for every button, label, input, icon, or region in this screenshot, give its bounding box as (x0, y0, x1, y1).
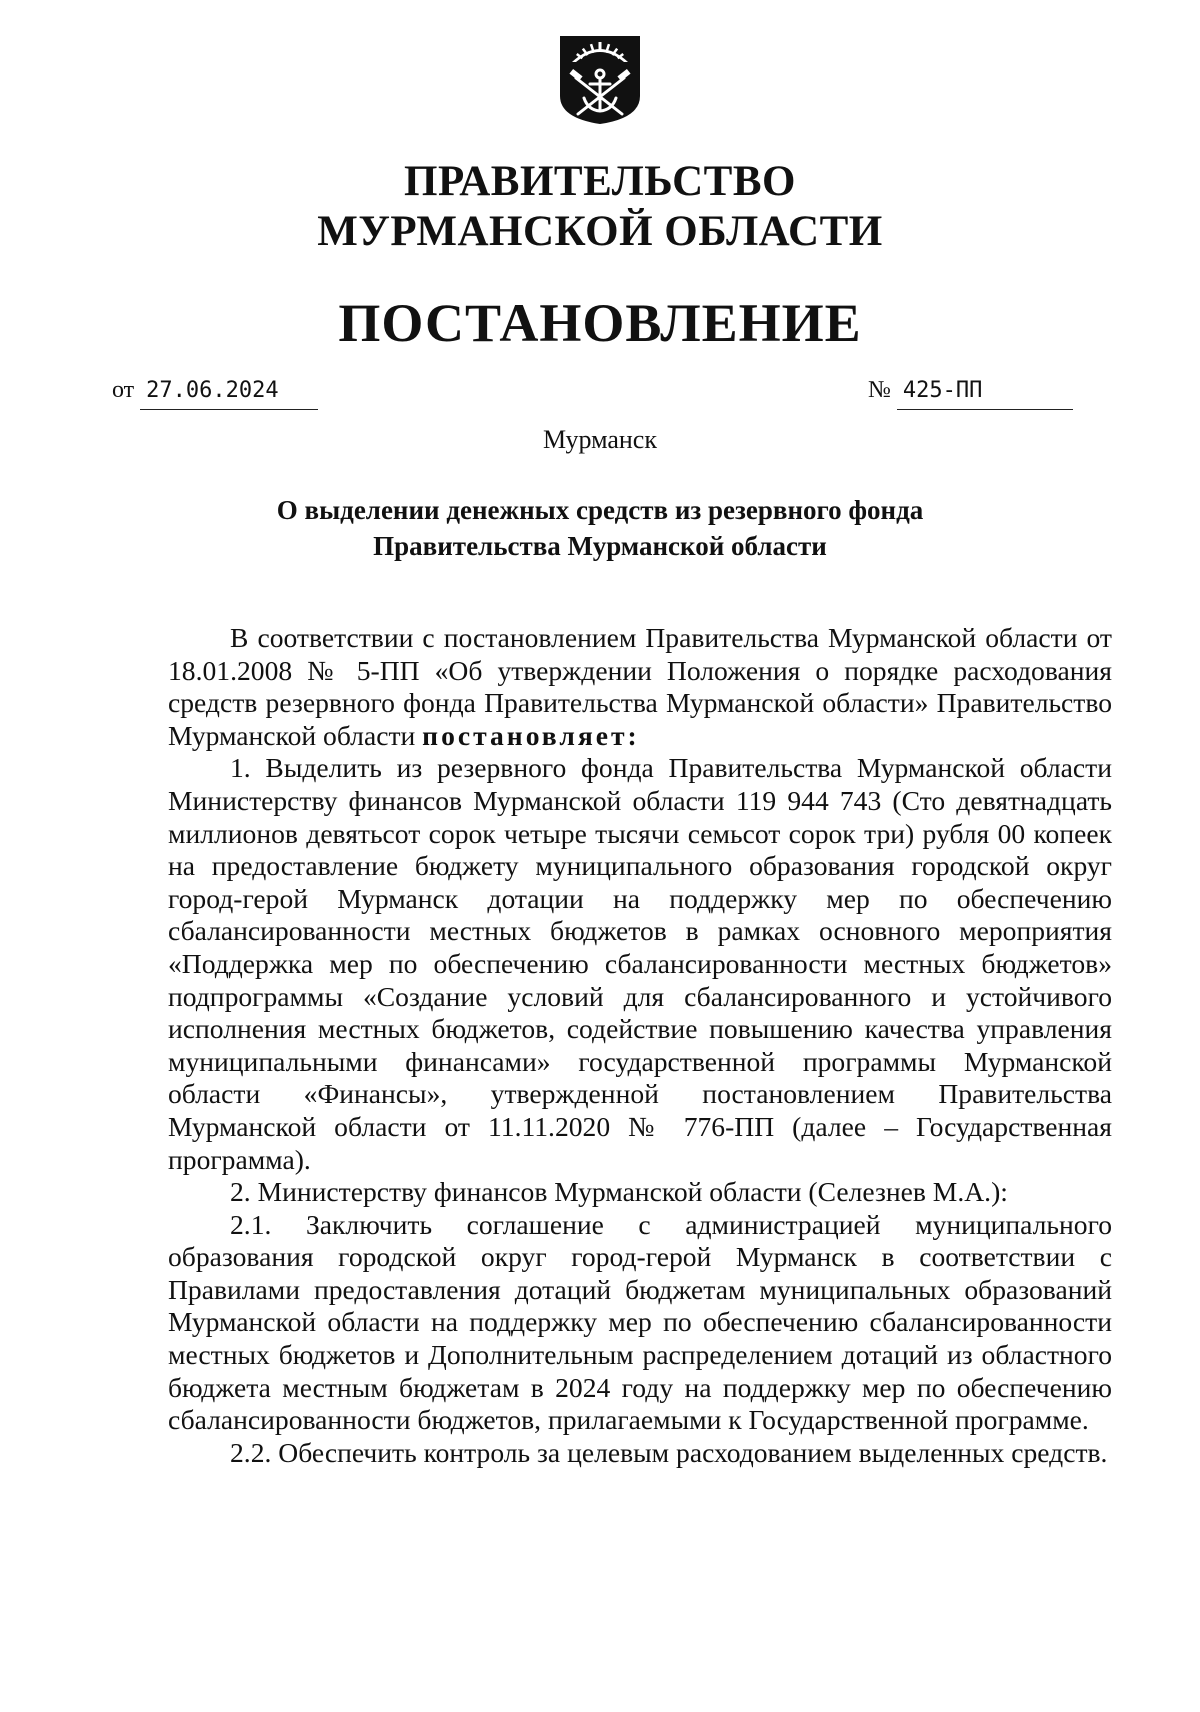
place-of-issue: Мурманск (543, 425, 657, 454)
paragraph-2-1: 2.1. Заключить соглашение с администрацией муниципального образования городской округ город-герой Мурманск в соответствии с Правилами предоставления дотаций бюджетам муниципальных образований Мурманской области на поддержку мер по обеспечению сбалансированности местных бюджетов и Дополнительным распределением дотаций из областного бюджета местным бюджетам в 2024 году на поддержку мер по обеспечению сбалансированности бюджетов, прилагаемыми к Государственной программе. (168, 1208, 1112, 1436)
government-name-line-2: МУРМАНСКОЙ ОБЛАСТИ (317, 208, 883, 255)
murmansk-coat-of-arms-icon (558, 34, 642, 126)
date-prefix: от (112, 377, 135, 403)
number-prefix: № (868, 377, 891, 403)
date-field (112, 372, 318, 410)
subject-line-1: О выделении денежных средств из резервного фонда (276, 495, 924, 525)
resolves-verb: постановляет: (422, 719, 640, 751)
intro-paragraph (168, 622, 1112, 752)
document-type-title: ПОСТАНОВЛЕНИЕ (338, 293, 862, 353)
document-subject (0, 492, 1200, 564)
government-name-line-1: ПРАВИТЕЛЬСТВО (404, 158, 796, 205)
number-field (868, 372, 1073, 410)
number-value: 425-ПП (897, 373, 1073, 410)
paragraph-1: 1. Выделить из резервного фонда Правительства Мурманской области Министерству финансов Мурманской области 119 944 743 (Сто девятнадцать миллионов девятьсот сорок четыре тысячи семьсот сорок три) рубля 00 копеек на предоставление бюджету муниципального образования городской округ город-герой Мурманск дотации на поддержку мер по обеспечению сбалансированности местных бюджетов в рамках основного мероприятия «Поддержка мер по обеспечению сбалансированности местных бюджетов» подпрограммы «Создание условий для сбалансированного и устойчивого исполнения местных бюджетов, содействие повышению качества управления муниципальными финансами» государственной программы Мурманской области «Финансы», утвержденной постановлением Правительства Мурманской области от 11.11.2020 № 776-ПП (далее – Государственная программа). (168, 752, 1112, 1175)
intro-text: В соответствии с постановлением Правительства Мурманской области от 18.01.2008 № 5-ПП «Об утверждении Положения о порядке расходования средств резервного фонда Правительства Мурманской области» Правительство Мурманской области (168, 622, 1112, 751)
date-value: 27.06.2024 (140, 373, 318, 410)
paragraph-2-2: 2.2. Обеспечить контроль за целевым расходованием выделенных средств. (230, 1436, 1108, 1468)
subject-line-2: Правительства Мурманской области (373, 531, 827, 561)
document-body (168, 622, 1112, 1469)
paragraph-2: 2. Министерству финансов Мурманской области (Селезнев М.А.): (230, 1176, 1008, 1208)
